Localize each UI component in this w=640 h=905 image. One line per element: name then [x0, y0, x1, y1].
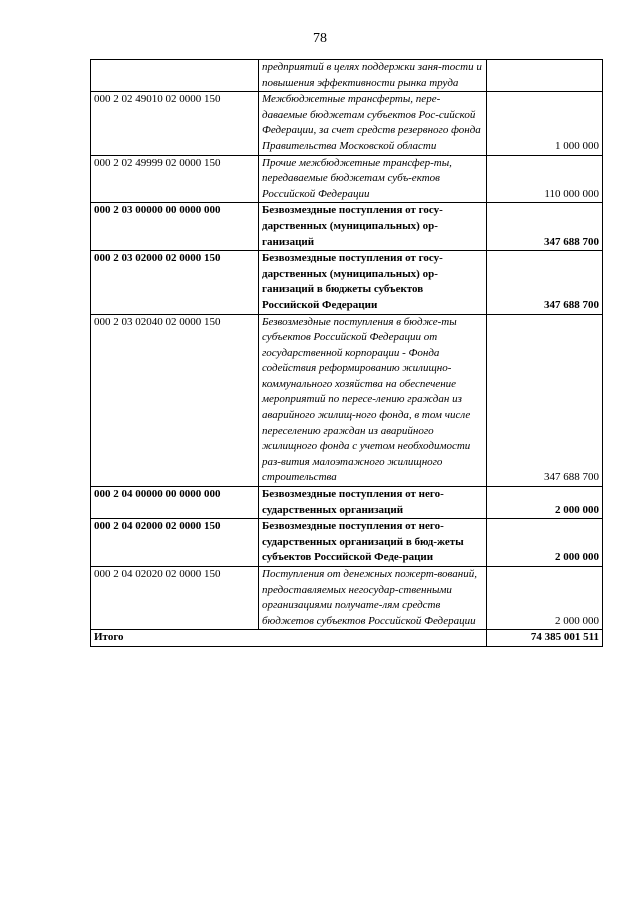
table-row	[91, 567, 603, 630]
total-label: Итого	[91, 630, 487, 647]
total-amount: 74 385 001 511	[487, 630, 603, 647]
table-row	[91, 519, 603, 567]
table-row	[91, 203, 603, 251]
row-amount	[487, 60, 603, 92]
row-amount: 347 688 700	[487, 203, 603, 251]
table-row	[91, 314, 603, 487]
row-name: Безвозмездные поступления от госу-дарственных (муниципальных) ор-ганизаций	[259, 203, 487, 251]
row-name: предприятий в целях поддержки заня-тости и повышения эффективности рынка труда	[259, 60, 487, 92]
row-code: 000 2 04 00000 00 0000 000	[91, 487, 259, 519]
row-amount: 2 000 000	[487, 519, 603, 567]
row-name: Поступления от денежных пожерт-вований, предоставляемых негосудар-ственными организациями получате-лям средств бюджетов субъектов Российской Федерации	[259, 567, 487, 630]
row-name: Безвозмездные поступления от него-сударственных организаций	[259, 487, 487, 519]
row-code: 000 2 02 49010 02 0000 150	[91, 92, 259, 155]
row-amount: 1 000 000	[487, 92, 603, 155]
row-name: Безвозмездные поступления от него-сударственных организаций в бюд-жеты субъектов Российской Феде-рации	[259, 519, 487, 567]
table-row	[91, 155, 603, 203]
row-amount: 347 688 700	[487, 251, 603, 314]
row-code: 000 2 03 02000 02 0000 150	[91, 251, 259, 314]
row-name: Безвозмездные поступления от госу-дарственных (муниципальных) ор-ганизаций в бюджеты субъектов Российской Федерации	[259, 251, 487, 314]
row-name: Межбюджетные трансферты, пере-даваемые бюджетам субъектов Рос-сийской Федерации, за счет средств резервного фонда Правительства Московской области	[259, 92, 487, 155]
table-row	[91, 60, 603, 92]
table-row	[91, 251, 603, 314]
row-amount: 2 000 000	[487, 487, 603, 519]
total-row	[91, 630, 603, 647]
table-row	[91, 487, 603, 519]
row-amount: 110 000 000	[487, 155, 603, 203]
revenue-table	[90, 59, 603, 647]
row-amount: 347 688 700	[487, 314, 603, 487]
row-code: 000 2 02 49999 02 0000 150	[91, 155, 259, 203]
row-code	[91, 60, 259, 92]
row-code: 000 2 04 02020 02 0000 150	[91, 567, 259, 630]
row-name: Прочие межбюджетные трансфер-ты, передаваемые бюджетам субъ-ектов Российской Федерации	[259, 155, 487, 203]
row-code: 000 2 03 02040 02 0000 150	[91, 314, 259, 487]
page-number: 78	[313, 31, 327, 46]
table-row	[91, 92, 603, 155]
row-amount: 2 000 000	[487, 567, 603, 630]
row-name: Безвозмездные поступления в бюдже-ты субъектов Российской Федерации от государственной корпорации - Фонда содействия реформированию жилищно-коммунального хозяйства на обеспечение мероприятий по пересе-лению граждан из аварийного жилищ-ного фонда, в том числе переселению граждан из аварийного жилищного фонда с учетом необходимости раз-вития малоэтажного жилищного строительства	[259, 314, 487, 487]
row-code: 000 2 03 00000 00 0000 000	[91, 203, 259, 251]
row-code: 000 2 04 02000 02 0000 150	[91, 519, 259, 567]
